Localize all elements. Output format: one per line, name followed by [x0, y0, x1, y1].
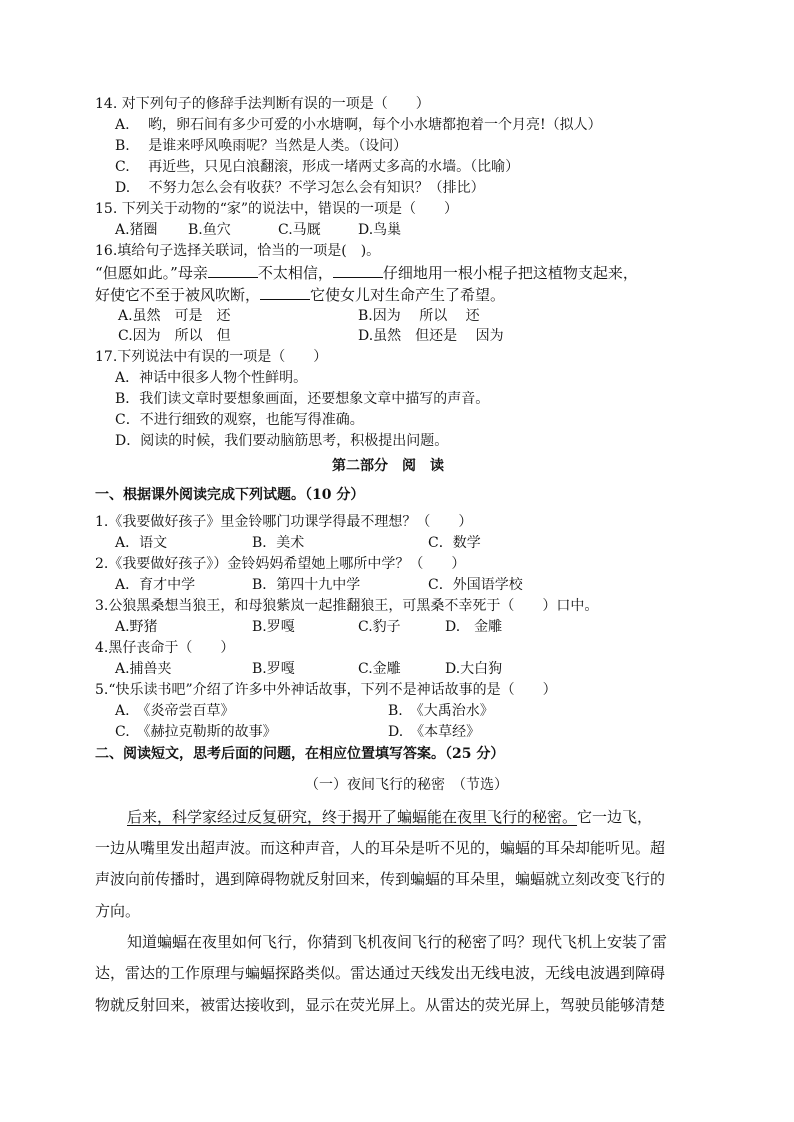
s1-q1-option-b: B．美术	[252, 535, 305, 551]
s1-q4-option-c: C.金雕	[358, 661, 401, 677]
q15-stem: 15. 下列关于动物的“家”的说法中，错误的一项是（ ）	[95, 201, 459, 217]
q15-option-b: B.鱼穴	[188, 222, 231, 238]
passage-p1-line-1	[127, 806, 652, 828]
q14-option-a: A. 哟，卵石间有多少可爱的小水塘啊，每个小水塘都抱着一个月亮!（拟人）	[115, 117, 602, 133]
q16-blank-2	[333, 263, 383, 278]
q14-option-d: D. 不努力怎么会有收获？不学习怎么会有知识？（排比）	[115, 180, 485, 196]
s1-q5-stem: 5.“快乐读书吧”介绍了许多中外神话故事，下列不是神话故事的是（ ）	[95, 682, 557, 698]
q16-sentence-line-1	[95, 262, 638, 284]
q17-option-b: B．我们读文章时要想象画面，还要想象文章中描写的声音。	[115, 391, 490, 407]
s1-q5-option-d: D. 《本草经》	[388, 724, 481, 740]
passage-p1-line-2: 一边从嘴里发出超声波。而这种声音，人的耳朵是听不见的，蝙蝠的耳朵却能听见。超	[95, 839, 666, 857]
q17-option-a: A．神话中很多人物个性鲜明。	[115, 370, 308, 386]
passage-p1-line-4: 方向。	[95, 902, 141, 920]
passage-title: （一）夜间飞行的秘密 （节选）	[305, 777, 508, 793]
s1-q1-option-c: C．数学	[428, 535, 481, 551]
s1-q3-option-b: B.罗嘎	[252, 619, 295, 635]
passage-p2-line-2: 达，雷达的工作原理与蝙蝠探路类似。雷达通过天线发出无线电波，无线电波遇到障碍	[95, 964, 666, 982]
section-one-heading: 一、根据课外阅读完成下列试题。（10 分）	[95, 487, 365, 503]
s1-q4-option-a: A.捕兽夹	[115, 661, 172, 677]
passage-p2-line-3: 物就反射回来，被雷达接收到，显示在荧光屏上。从雷达的荧光屏上，驾驶员能够清楚	[95, 996, 666, 1014]
s1-q2-stem: 2.《我要做好孩子》）金铃妈妈希望她上哪所中学？（ ）	[95, 556, 466, 572]
q17-option-d: D．阅读的时候，我们要动脑筋思考，积极提出问题。	[115, 433, 449, 449]
s1-q3-option-d: D. 金雕	[445, 619, 503, 635]
q15-option-d: D.鸟巢	[358, 222, 402, 238]
passage-p2-line-1: 知道蝙蝠在夜里如何飞行，你猜到飞机夜间飞行的秘密了吗？现代飞机上安装了雷	[127, 933, 668, 951]
s1-q3-stem: 3.公狼黑桑想当狼王，和母狼紫岚一起推翻狼王，可黑桑不幸死于（ ）口中。	[95, 598, 599, 614]
s1-q2-option-a: A．育才中学	[115, 577, 196, 593]
q16-text-4: 好使它不至于被风吹断，	[95, 286, 261, 304]
s1-q4-option-d: D.大白狗	[445, 661, 503, 677]
passage-underlined-sentence: 后来，科学家经过反复研究，终于揭开了蝙蝠能在夜里飞行的秘密。	[127, 808, 578, 826]
section-two-heading: 二、阅读短文，思考后面的问题，在相应位置填写答案。（25 分）	[95, 746, 505, 762]
q15-option-c: C.马厩	[278, 222, 321, 238]
s1-q4-option-b: B.罗嘎	[252, 661, 295, 677]
q15-option-a: A.猪圈	[115, 222, 158, 238]
q16-sentence-line-2	[95, 284, 505, 306]
q16-text-1: “但愿如此。”母亲	[95, 264, 208, 282]
s1-q5-option-c: C. 《赫拉克勒斯的故事》	[115, 724, 277, 740]
part-two-heading: 第二部分 阅 读	[332, 458, 444, 474]
s1-q4-stem: 4.黑仔丧命于（ ）	[95, 640, 235, 656]
q16-blank-3	[260, 285, 310, 300]
s1-q1-option-a: A．语文	[115, 535, 168, 551]
s1-q3-option-a: A.野猪	[115, 619, 158, 635]
q16-option-c: C.因为 所以 但	[118, 328, 231, 344]
s1-q5-option-b: B. 《大禹治水》	[388, 703, 494, 719]
s1-q5-option-a: A. 《炎帝尝百草》	[115, 703, 235, 719]
q14-option-c: C. 再近些，只见白浪翻滚，形成一堵两丈多高的水墙。（比喻）	[115, 159, 520, 175]
q16-option-a: A.虽然 可是 还	[118, 308, 231, 324]
s1-q1-stem: 1.《我要做好孩子》里金铃哪门功课学得最不理想？（ ）	[95, 514, 473, 530]
q16-option-d: D.虽然 但还是 因为	[358, 328, 504, 344]
q16-text-2: 不太相信，	[257, 264, 333, 282]
passage-p1-line-1-rest: 它一边飞，	[577, 808, 653, 826]
q14-option-b: B. 是谁来呼风唤雨呢？当然是人类。（设问）	[115, 138, 408, 154]
s1-q2-option-b: B．第四十九中学	[252, 577, 361, 593]
passage-p1-line-3: 声波向前传播时，遇到障碍物就反射回来，传到蝙蝠的耳朵里，蝙蝠就立刻改变飞行的	[95, 870, 666, 888]
q14-stem: 14. 对下列句子的修辞手法判断有误的一项是（ ）	[95, 96, 430, 112]
q16-text-3: 仔细地用一根小棍子把这植物支起来，	[382, 264, 638, 282]
s1-q3-option-c: C.豹子	[358, 619, 401, 635]
q16-text-5: 它使女儿对生命产生了希望。	[310, 286, 506, 304]
q16-option-b: B.因为 所以 还	[358, 308, 480, 324]
q17-option-c: C．不进行细致的观察，也能写得准确。	[115, 412, 364, 428]
q16-blank-1	[208, 263, 258, 278]
q17-stem: 17.下列说法中有误的一项是（ ）	[95, 349, 328, 365]
s1-q2-option-c: C．外国语学校	[428, 577, 523, 593]
q16-stem: 16.填给句子选择关联词，恰当的一项是( )。	[95, 243, 381, 259]
